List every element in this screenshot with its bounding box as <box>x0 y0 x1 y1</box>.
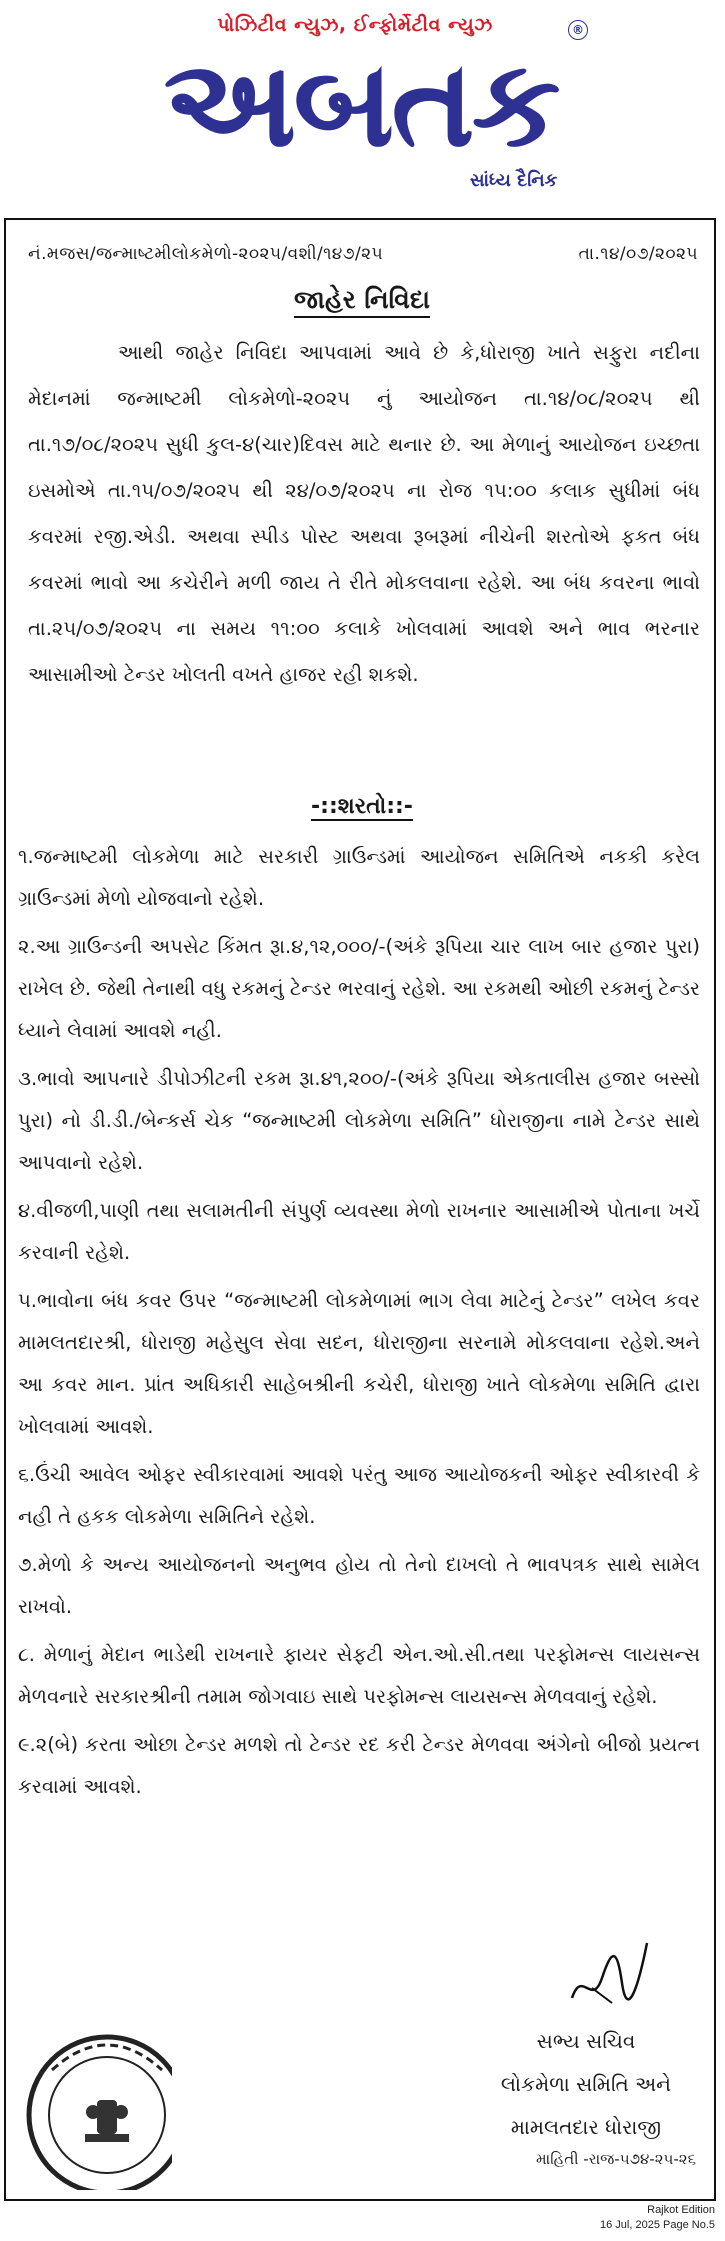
masthead-tagline: પોઝિટીવ ન્યુઝ, ઈન્ફોર્મેટીવ ન્યુઝ <box>217 14 493 36</box>
newspaper-logo: અબતક <box>163 35 558 174</box>
condition-item: ૯.૨(બે) કરતા ઓછા ટેન્ડર મળશે તો ટેન્ડર રદ કરી ટેન્ડર મેળવવા અંગેનો બીજો પ્રયત્ન કરવામાં આવશે. <box>18 1733 700 1798</box>
signatory-office: મામલતદાર ધોરાજી <box>510 2115 662 2139</box>
edition-info <box>560 2203 715 2233</box>
official-stamp <box>12 2010 172 2190</box>
conditions-title-wrap <box>6 794 718 819</box>
registered-mark: ® <box>568 20 588 40</box>
condition-item: ૮. મેળાનું મેદાન ભાડેથી રાખનારે ફાયર સેફટી એન.ઓ.સી.તથા પરફોમન્સ લાયસન્સ મેળવનારે સરકારશ્રીની તમામ જોગવાઇ સાથે પરફોમન્સ લાયસન્સ મેળવવાનું રહેશે. <box>18 1643 700 1708</box>
notice-title-wrap <box>6 285 718 315</box>
condition-item: ૫.ભાવોના બંધ કવર ઉપર “જન્માષ્ટમી લોકમેળામાં ભાગ લેવા માટેનું ટેન્ડર” લખેલ કવર મામલતદારશ્રી, ધોરાજી મહેસુલ સેવા સદન, ધોરાજીના સરનામે મોકલવાના રહેશે.અને આ કવર માન. પ્રાંત અધિકારી સાહેબશ્રીની કચેરી, ધોરાજી ખાતે લોકમેળા સમિતિ દ્વારા ખોલવામાં આવશે. <box>18 1289 700 1438</box>
signatory-block <box>476 2020 696 2149</box>
condition-item: ૩.ભાવો આપનારે ડીપોઝીટની રકમ રૂા.૪૧,૨૦૦/-(અંકે રૂપિયા એકતાલીસ હજાર બસ્સો પુરા) નો ડી.ડી./બેન્કર્સ ચેક “જન્માષ્ટમી લોકમેળા સમિતિ” ધોરાજીના નામે ટેન્ડર સાથે આપવાનો રહેશે. <box>18 1067 700 1174</box>
reference-number: નં.મજસ/જન્માષ્ટમીલોકમેળો-૨૦૨૫/વશી/૧૪૭/૨૫ <box>28 244 384 264</box>
condition-item: ૭.મેળો કે અન્ય આયોજનનો અનુભવ હોય તો તેનો દાખલો તે ભાવપત્રક સાથે સામેલ રાખવો. <box>18 1553 700 1618</box>
condition-item: ૪.વીજળી,પાણી તથા સલામતીની સંપુર્ણ વ્યવસ્થા મેળો રાખનાર આસામીએ પોતાના ખર્ચે કરવાની રહેશે. <box>18 1199 700 1264</box>
masthead <box>0 0 725 215</box>
notice-body-text: આથી જાહેર નિવિદા આપવામાં આવે છે કે,ધોરાજી ખાતે સફુરા નદીના મેદાનમાં જન્માષ્ટમી લોકમેળો-૨૦૨૫ નું આયોજન તા.૧૪/૦૮/૨૦૨૫ થી તા.૧૭/૦૮/૨૦૨૫ સુધી કુલ-૪(ચાર)દિવસ માટે થનાર છે. આ મેળાનું આયોજન ઇચ્છતા ઇસમોએ તા.૧૫/૦૭/૨૦૨૫ થી ૨૪/૦૭/૨૦૨૫ ના રોજ ૧૫:૦૦ કલાક સુધીમાં બંધ કવરમાં રજી.એડી. અથવા સ્પીડ પોસ્ટ અથવા રૂબરૂમાં નીચેની શરતોએ ફકત બંધ કવરમાં ભાવો આ કચેરીને મળી જાય તે રીતે મોકલવાના રહેશે. આ બંધ કવરના ભાવો તા.૨૫/૦૭/૨૦૨૫ ના સમય ૧૧:૦૦ કલાકે ખોલવામાં આવશે અને ભાવ ભરનાર આસામીઓ ટેન્ડર ખોલતી વખતે હાજર રહી શકશે. <box>28 341 700 686</box>
condition-item: ૧.જન્માષ્ટમી લોકમેળા માટે સરકારી ગ્રાઉન્ડમાં આયોજન સમિતિએ નકકી કરેલ ગ્રાઉન્ડમાં મેળો યોજવાનો રહેશે. <box>18 845 700 910</box>
signatory-committee: લોકમેળા સમિતિ અને <box>500 2072 672 2096</box>
conditions-list <box>18 836 700 1814</box>
notice-title: જાહેર નિવિદા <box>294 285 430 318</box>
condition-item: ૬.ઉંચી આવેલ ઓફર સ્વીકારવામાં આવશે પરંતુ આજ આયોજકની ઓફર સ્વીકારવી કે નહી તે હકક લોકમેળા સમિતિને રહેશે. <box>18 1463 700 1528</box>
signature <box>562 1938 652 2018</box>
condition-item: ૨.આ ગ્રાઉન્ડની અપસેટ કિંમત રૂા.૪,૧૨,૦૦૦/-(અંકે રૂપિયા ચાર લાખ બાર હજાર પુરા) રાખેલ છે. જેથી તેનાથી વધુ રકમનું ટેન્ડર ભરવાનું રહેશે. આ રકમથી ઓછી રકમનું ટેન્ડર ધ્યાને લેવામાં આવશે નહી. <box>18 935 700 1042</box>
tender-notice <box>4 218 716 2201</box>
reference-date: તા.૧૪/૦૭/૨૦૨૫ <box>578 244 698 264</box>
conditions-title: -::શરતો::- <box>311 794 413 819</box>
signatory-designation: સભ્ય સચિવ <box>536 2029 636 2053</box>
masthead-subtitle: સાંધ્ય દૈનિક <box>470 170 558 191</box>
edition-date-page: 16 Jul, 2025 Page No.5 <box>600 2219 715 2231</box>
release-code: માહિતી -રાજ-૫૭૪-૨૫-૨૬ <box>535 2150 696 2168</box>
edition-name: Rajkot Edition <box>647 2204 715 2216</box>
notice-body <box>28 330 700 698</box>
